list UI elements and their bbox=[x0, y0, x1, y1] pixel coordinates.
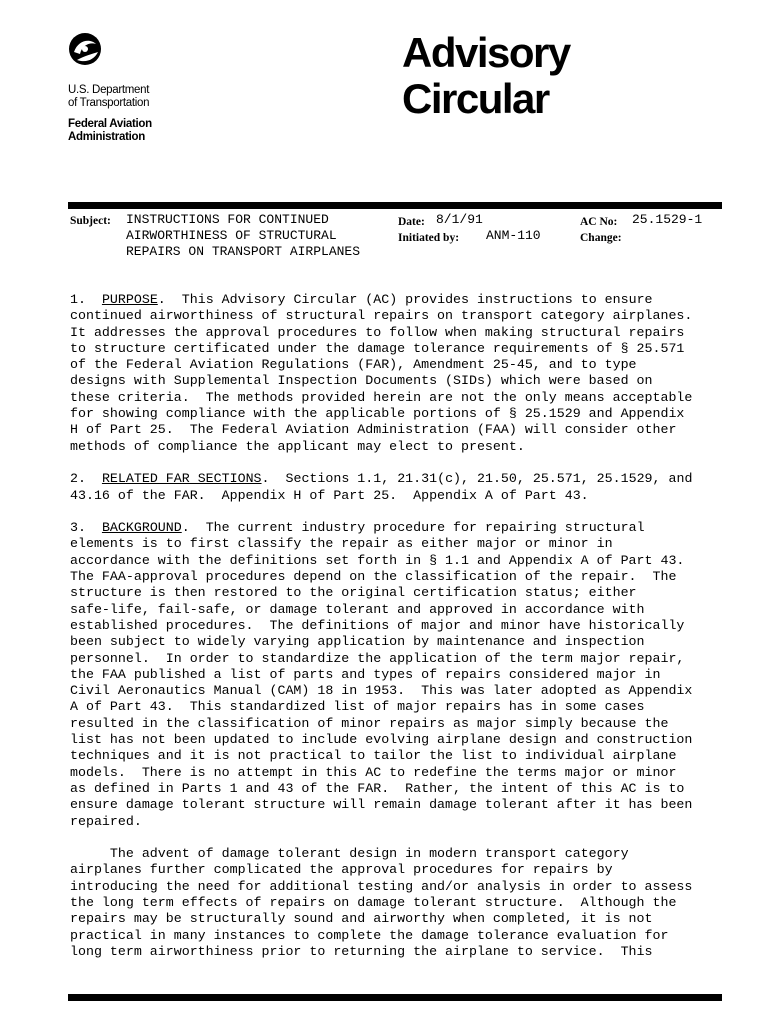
paragraph-line: airplanes further complicated the approval procedures for repairs by bbox=[70, 862, 613, 878]
paragraph-line: repaired. bbox=[70, 813, 142, 829]
date-value: 8/1/91 bbox=[436, 212, 483, 227]
paragraph-line: these criteria. The methods provided herein are not the only means acceptable bbox=[70, 389, 693, 405]
paragraph-line: the FAA published a list of parts and types of repairs considered major in bbox=[70, 666, 661, 682]
paragraph-line: repairs may be structurally sound and airworthy when completed, it is not bbox=[70, 911, 653, 927]
paragraph-line: resulted in the classification of minor repairs as major simply because the bbox=[70, 715, 669, 731]
section-related-first-line: 2. RELATED FAR SECTIONS. Sections 1.1, 21.31(c), 21.50, 25.571, 25.1529, and bbox=[70, 471, 693, 487]
paragraph-line: methods of compliance the applicant may elect to present. bbox=[70, 438, 525, 454]
paragraph-line: continued airworthiness of structural repairs on transport category airplanes. bbox=[70, 308, 693, 324]
paragraph-line: designs with Supplemental Inspection Documents (SIDs) which were based on bbox=[70, 373, 653, 389]
paragraph-line: It addresses the approval procedures to follow when making structural repairs bbox=[70, 324, 685, 340]
subject-label: Subject: bbox=[70, 215, 111, 227]
section-purpose-first-line: 1. PURPOSE. This Advisory Circular (AC) provides instructions to ensure bbox=[70, 292, 653, 307]
paragraph-line: safe-life, fail-safe, or damage tolerant and approved in accordance with bbox=[70, 601, 645, 617]
date-label: Date: bbox=[398, 216, 425, 228]
paragraph-line: This Advisory Circular (AC) provides instructions to ensure bbox=[181, 292, 653, 307]
paragraph-line: techniques and it is not practical to tailor the list to individual airplane bbox=[70, 748, 677, 764]
paragraph-line: H of Part 25. The Federal Aviation Administration (FAA) will consider other bbox=[70, 422, 677, 438]
paragraph-line: for showing compliance with the applicable portions of § 25.1529 and Appendix bbox=[70, 406, 685, 422]
paragraph-line: introducing the need for additional testing and/or analysis in order to assess bbox=[70, 878, 693, 894]
document-type-title: Advisory Circular bbox=[402, 29, 570, 122]
initiated-by-label: Initiated by: bbox=[398, 232, 460, 244]
section-background-first-line: 3. BACKGROUND. The current industry procedure for repairing structural bbox=[70, 520, 645, 536]
paragraph-gap bbox=[70, 830, 730, 846]
paragraph-line: as defined in Parts 1 and 43 of the FAR. Rather, the intent of this AC is to bbox=[70, 780, 685, 796]
department-name: U.S. Department of Transportation bbox=[68, 84, 150, 109]
header-divider bbox=[68, 202, 722, 209]
change-label: Change: bbox=[580, 232, 622, 244]
paragraph-line: structure is then restored to the original certification status; either bbox=[70, 585, 637, 601]
section-heading-background: BACKGROUND bbox=[101, 520, 182, 536]
paragraph-line: models. There is no attempt in this AC to redefine the terms major or minor bbox=[70, 764, 677, 780]
paragraph-line: 43.16 of the FAR. Appendix H of Part 25. Appendix A of Part 43. bbox=[70, 487, 589, 503]
paragraph-line: personnel. In order to standardize the application of the term major repair, bbox=[70, 650, 685, 666]
subject-value: INSTRUCTIONS FOR CONTINUED AIRWORTHINESS OF STRUCTURAL REPAIRS ON TRANSPORT AIRPLANES bbox=[126, 212, 361, 259]
paragraph-line: The advent of damage tolerant design in modern transport category bbox=[70, 846, 629, 862]
paragraph-line: Civil Aeronautics Manual (CAM) 18 in 1953. This was later adopted as Appendix bbox=[70, 683, 693, 699]
paragraph-gap bbox=[70, 455, 730, 471]
ac-number-label: AC No: bbox=[580, 216, 618, 228]
paragraph-line: the long term effects of repairs on damage tolerant structure. Although the bbox=[70, 894, 677, 910]
paragraph-line: list has not been updated to include evolving airplane design and construction bbox=[70, 732, 693, 748]
paragraph-line: Sections 1.1, 21.31(c), 21.50, 25.571, 25.1529, and bbox=[285, 471, 693, 487]
paragraph-line: practical in many instances to complete the damage tolerance evaluation for bbox=[70, 927, 669, 943]
paragraph-gap bbox=[70, 504, 730, 520]
paragraph-line: long term airworthiness prior to returning the airplane to service. This bbox=[70, 943, 653, 959]
ac-number-value: 25.1529-1 bbox=[632, 212, 703, 227]
initiated-by-value: ANM-110 bbox=[486, 228, 541, 243]
paragraph-line: to structure certificated under the damage tolerance requirements of § 25.571 bbox=[70, 340, 685, 356]
paragraph-line: ensure damage tolerant structure will remain damage tolerant after it has been bbox=[70, 797, 693, 813]
section-heading-purpose: PURPOSE bbox=[101, 292, 158, 307]
section-number: 1. bbox=[70, 292, 86, 307]
paragraph-line: A of Part 43. This standardized list of major repairs has in some cases bbox=[70, 699, 645, 715]
paragraph-line: been subject to widely varying application by maintenance and inspection bbox=[70, 634, 645, 650]
paragraph-line: The current industry procedure for repairing structural bbox=[205, 520, 645, 536]
paragraph-line: elements is to first classify the repair as either major or minor in bbox=[70, 536, 613, 552]
section-heading-related: RELATED FAR SECTIONS bbox=[101, 471, 262, 487]
paragraph-line: accordance with the definitions set forth in § 1.1 and Appendix A of Part 43. bbox=[70, 552, 685, 568]
section-number: 2. bbox=[70, 471, 86, 487]
paragraph-line: established procedures. The definitions of major and minor have historically bbox=[70, 617, 685, 633]
paragraph-line: The FAA-approval procedures depend on the classification of the repair. The bbox=[70, 569, 677, 585]
paragraph-line: of the Federal Aviation Regulations (FAR), Amendment 25-45, and to type bbox=[70, 357, 637, 373]
section-number: 3. bbox=[70, 520, 86, 536]
footer-divider bbox=[68, 994, 722, 1001]
document-body bbox=[70, 292, 730, 960]
dot-logo-icon bbox=[68, 30, 102, 80]
agency-name: Federal Aviation Administration bbox=[68, 118, 152, 143]
